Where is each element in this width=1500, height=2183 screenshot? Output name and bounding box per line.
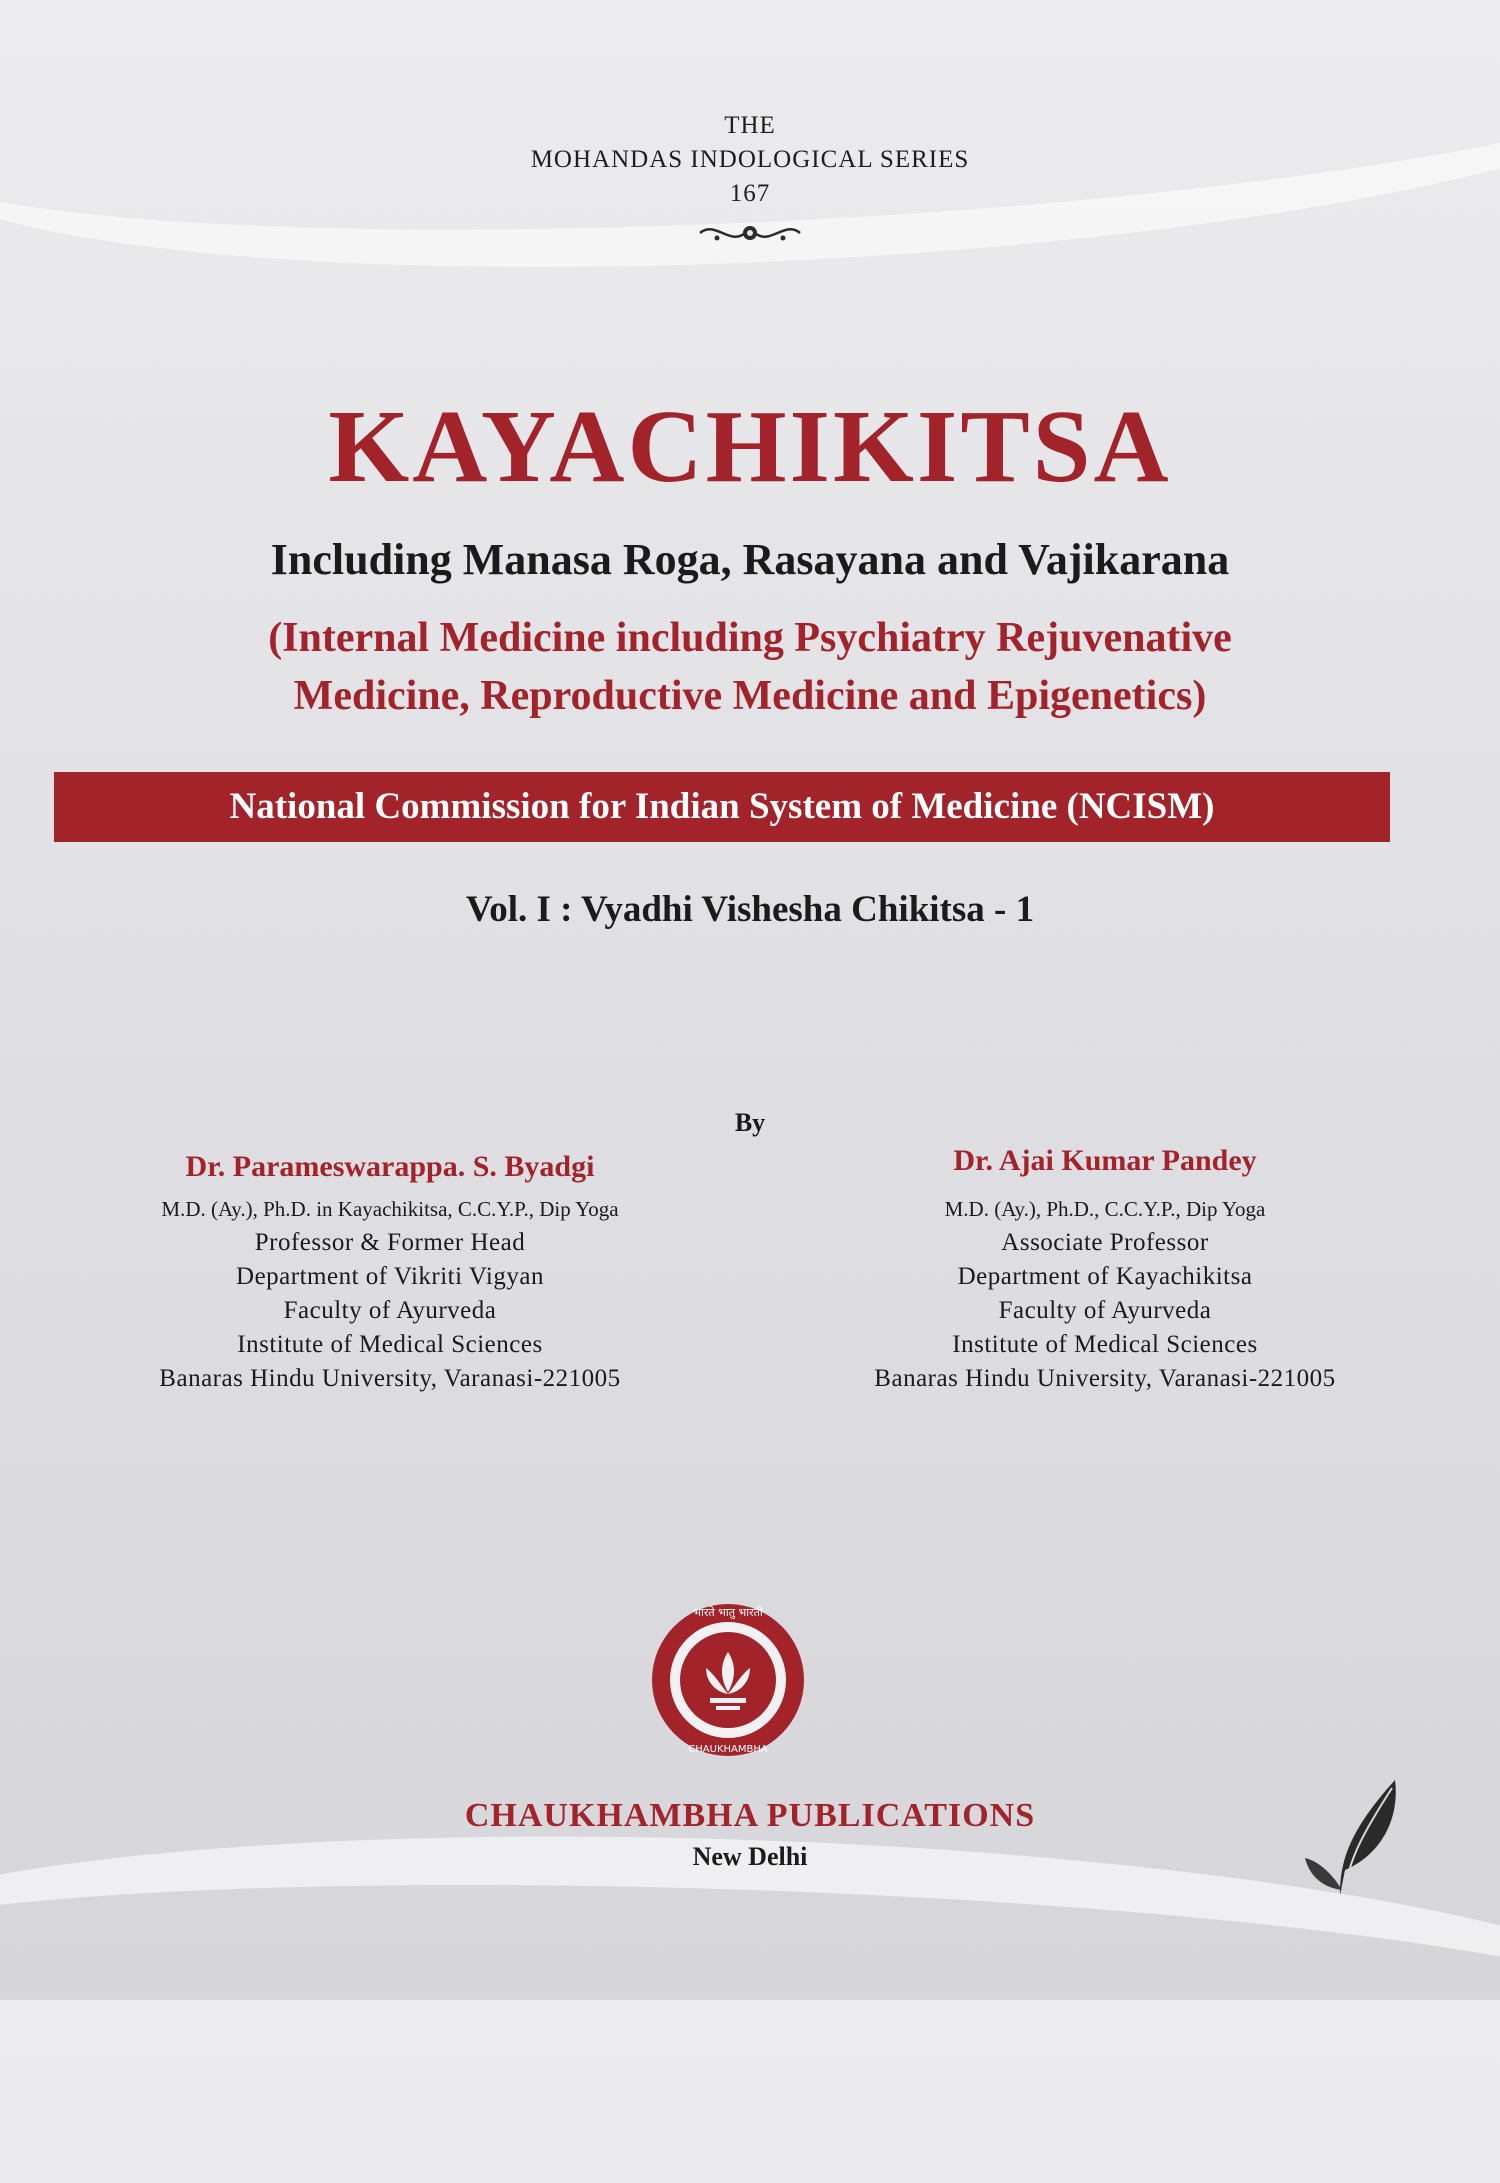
svg-text:भारते भातु भारती: भारते भातु भारती	[693, 1606, 763, 1619]
book-title: KAYACHIKITSA	[328, 389, 1172, 504]
publisher-city: New Delhi	[692, 1842, 808, 1871]
author-1-line: Professor & Former Head	[254, 1229, 526, 1256]
author-1-line: Department of Vikriti Vigyan	[236, 1263, 544, 1290]
author-2-line: Banaras Hindu University, Varanasi-221005	[874, 1365, 1336, 1392]
author-1-line: Institute of Medical Sciences	[237, 1331, 543, 1358]
author-1-line: Banaras Hindu University, Varanasi-221005	[159, 1365, 621, 1392]
ncism-banner: National Commission for Indian System of Medicine (NCISM)	[54, 772, 1390, 842]
author-2-qualifications: M.D. (Ay.), Ph.D., C.C.Y.P., Dip Yoga	[944, 1197, 1266, 1221]
author-2-line: Faculty of Ayurveda	[998, 1297, 1212, 1324]
volume-title: Vol. I : Vyadhi Vishesha Chikitsa - 1	[465, 889, 1035, 930]
author-2-line: Associate Professor	[1001, 1229, 1209, 1256]
author-1-line: Faculty of Ayurveda	[283, 1297, 497, 1324]
author-2-line: Department of Kayachikitsa	[957, 1263, 1253, 1290]
author-1-qualifications: M.D. (Ay.), Ph.D. in Kayachikitsa, C.C.Y.P., Dip Yoga	[161, 1197, 619, 1221]
ornament-divider-icon	[0, 220, 1500, 251]
author-2	[800, 1140, 1410, 1396]
leaf-decoration-icon	[1300, 1760, 1410, 1900]
book-subtitle-line2: Medicine, Reproductive Medicine and Epigenetics)	[293, 673, 1207, 719]
series-the: THE	[724, 112, 776, 139]
author-1-name: Dr. Parameswarappa. S. Byadgi	[185, 1150, 595, 1183]
by-label: By	[734, 1108, 766, 1137]
book-subtitle: Including Manasa Roga, Rasayana and Vajikarana	[270, 535, 1230, 584]
chaukhambha-logo-icon	[648, 1600, 808, 1760]
publisher-name: CHAUKHAMBHA PUBLICATIONS	[464, 1797, 1036, 1834]
svg-text:CHAUKHAMBHA: CHAUKHAMBHA	[688, 1744, 768, 1755]
series-number: 167	[729, 180, 771, 207]
author-2-name: Dr. Ajai Kumar Pandey	[953, 1144, 1257, 1177]
author-2-line: Institute of Medical Sciences	[952, 1331, 1258, 1358]
book-subtitle-line1: (Internal Medicine including Psychiatry Rejuvenative	[268, 615, 1232, 661]
author-1	[90, 1146, 690, 1396]
series-name: MOHANDAS INDOLOGICAL SERIES	[530, 146, 970, 173]
